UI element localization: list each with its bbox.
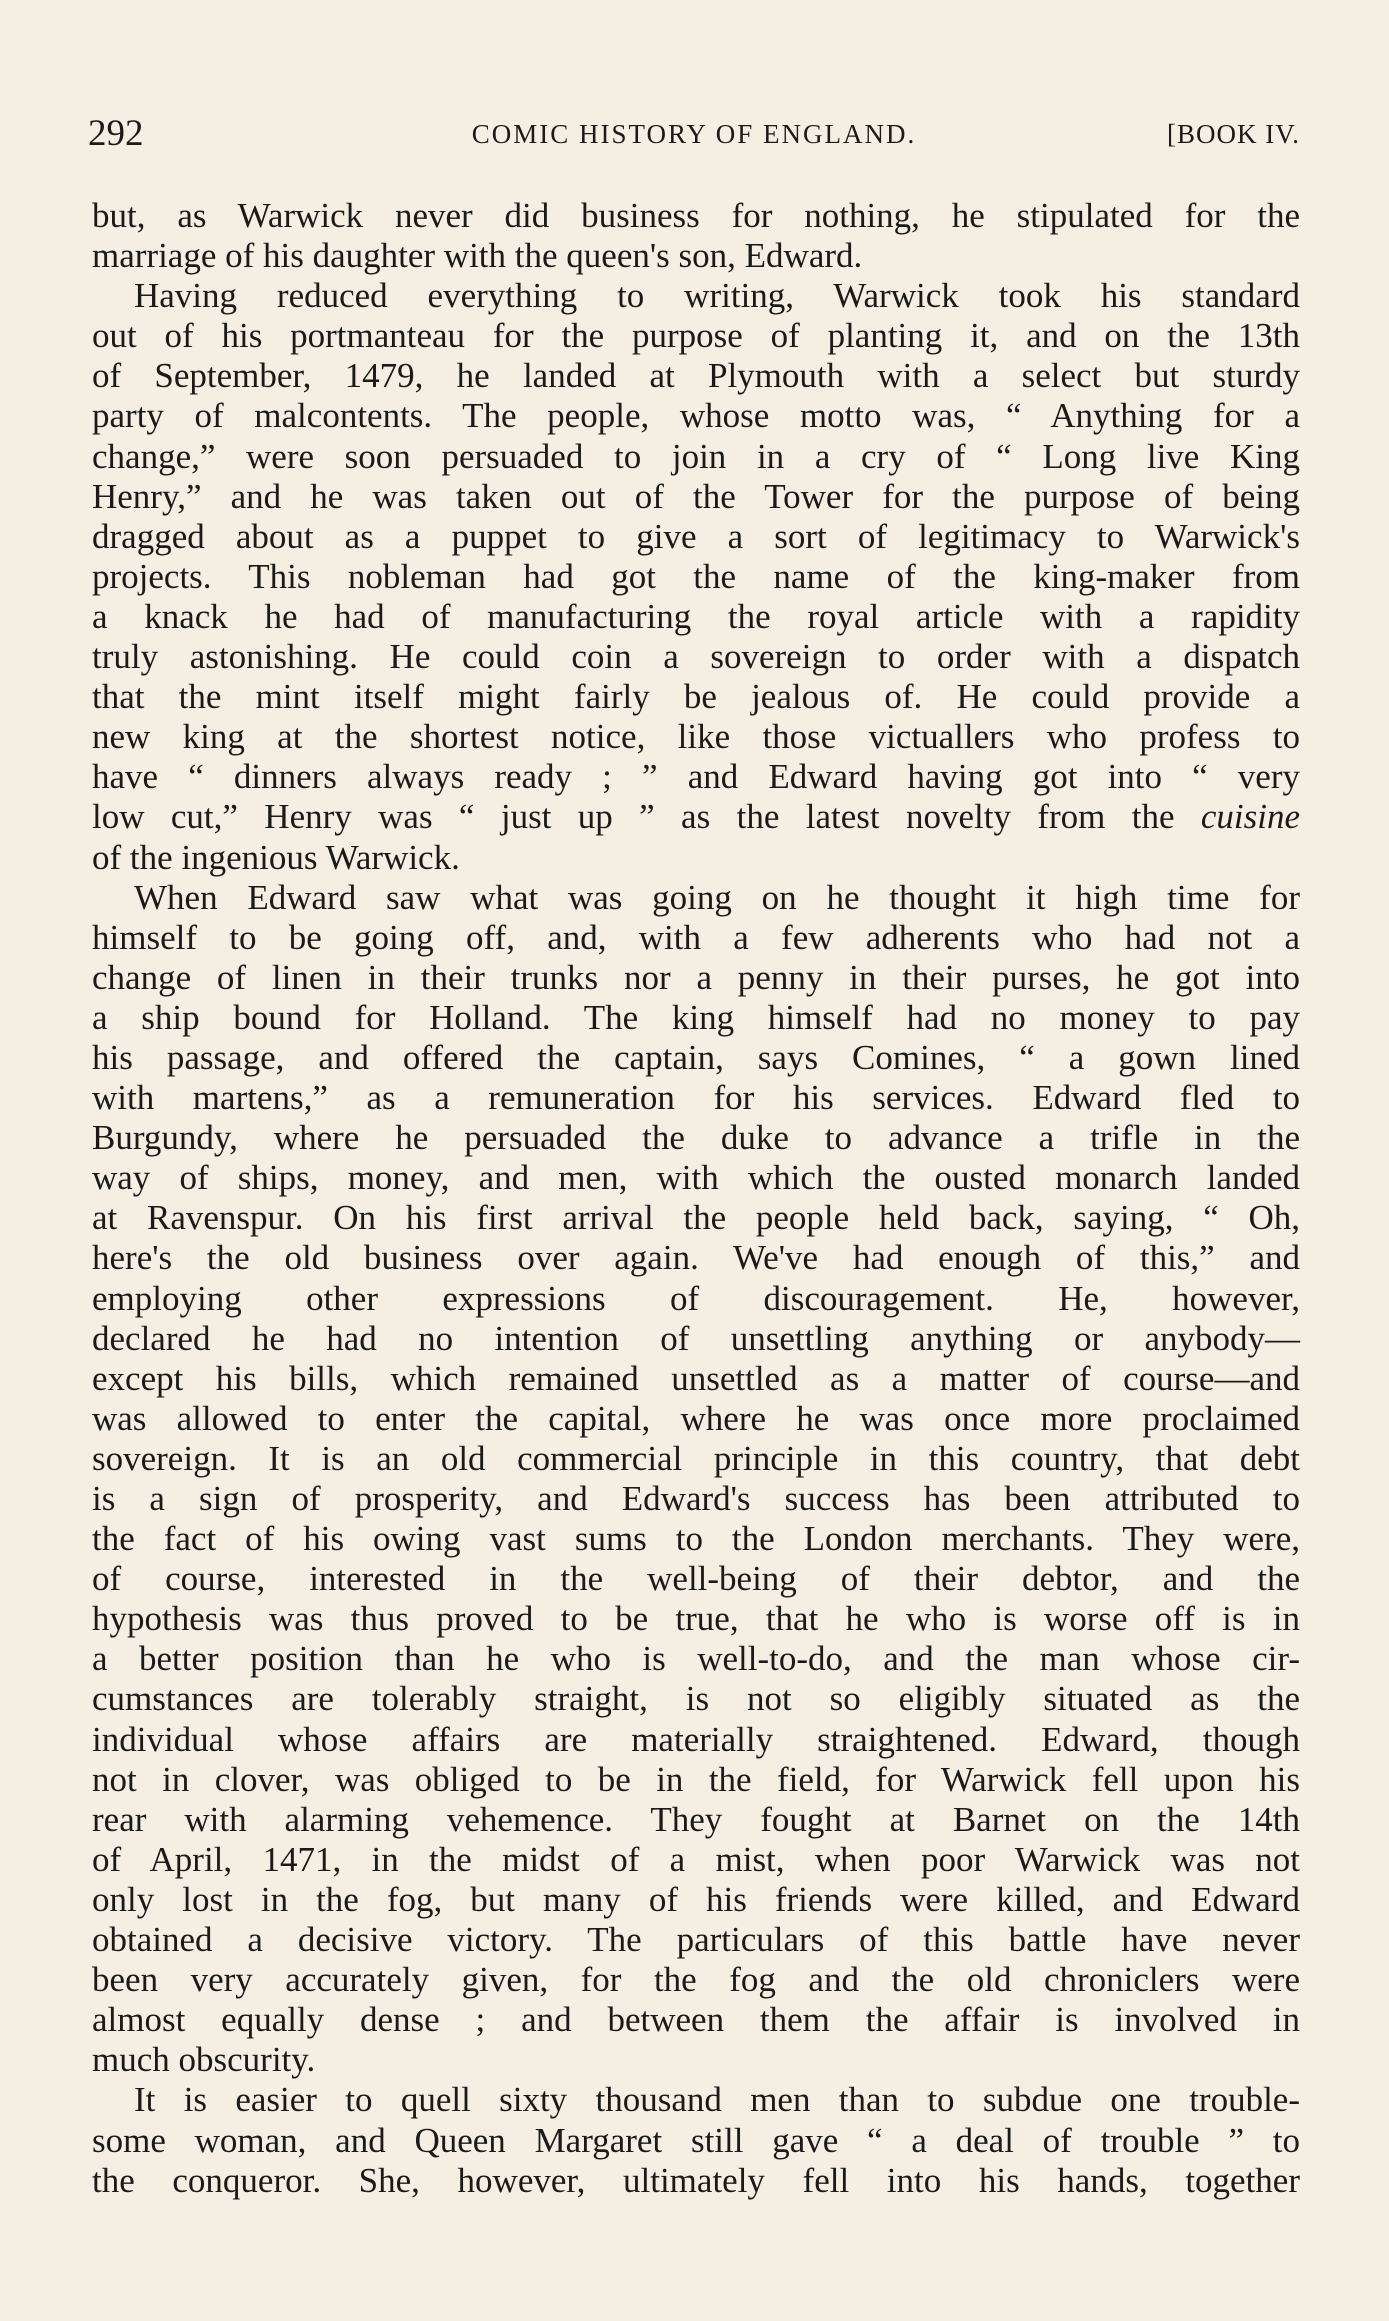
text-line: cumstances are tolerably straight, is not so eligibly situated as the (92, 1679, 1300, 1719)
text-line: of April, 1471, in the midst of a mist, when poor Warwick was not (92, 1839, 1300, 1879)
text-line: change of linen in their trunks nor a penny in their purses, he got into (92, 957, 1300, 997)
text-line: the conqueror. She, however, ultimately fell into his hands, together (92, 2160, 1300, 2200)
paragraph-start: Having reduced everything to writing, Warwick took his standard (134, 276, 1300, 316)
text-line: the fact of his owing vast sums to the London merchants. They were, (92, 1519, 1300, 1559)
text-line: way of ships, money, and men, with which the ousted monarch landed (92, 1158, 1300, 1198)
text-line: a better position than he who is well-to-do, and the man whose cir- (92, 1639, 1300, 1679)
running-title: COMIC HISTORY OF ENGLAND. (471, 119, 917, 149)
text-line: that the mint itself might fairly be jealous of. He could provide a (92, 677, 1300, 717)
text-line: himself to be going off, and, with a few adherents who had not a (92, 917, 1300, 957)
text-line: truly astonishing. He could coin a sovereign to order with a dispatch (92, 637, 1300, 677)
text-line: Henry,” and he was taken out of the Tower for the purpose of being (92, 476, 1300, 516)
text-line: of the ingenious Warwick. (92, 837, 460, 877)
text-line: at Ravenspur. On his first arrival the people held back, saying, “ Oh, (92, 1198, 1300, 1238)
text-line-with-italic (92, 797, 1300, 837)
text-line: out of his portmanteau for the purpose of planting it, and on the 13th (92, 316, 1300, 356)
text-line: but, as Warwick never did business for nothing, he stipulated for the (92, 196, 1300, 235)
text-line: dragged about as a puppet to give a sort of legitimacy to Warwick's (92, 516, 1300, 556)
text-line: here's the old business over again. We've had enough of this,” and (92, 1238, 1300, 1278)
text-line: much obscurity. (92, 2040, 316, 2080)
page-number: 292 (88, 113, 144, 154)
body-text (92, 196, 1300, 2201)
text-line: employing other expressions of discouragement. He, however, (92, 1278, 1300, 1318)
text-line: only lost in the fog, but many of his friends were killed, and Edward (92, 1879, 1300, 1919)
text-line: declared he had no intention of unsettling anything or anybody— (92, 1318, 1300, 1358)
paragraph-start: When Edward saw what was going on he thought it high time for (134, 877, 1300, 917)
text-line: his passage, and offered the captain, says Comines, “ a gown lined (92, 1037, 1300, 1077)
text-line: almost equally dense ; and between them the affair is involved in (92, 2000, 1300, 2040)
text-line: a ship bound for Holland. The king himself had no money to pay (92, 997, 1300, 1037)
text-line: projects. This nobleman had got the name of the king-maker from (92, 556, 1300, 596)
text-line: new king at the shortest notice, like those victuallers who profess to (92, 717, 1300, 757)
text-line: change,” were soon persuaded to join in a cry of “ Long live King (92, 436, 1300, 476)
text-line: was allowed to enter the capital, where he was once more proclaimed (92, 1398, 1300, 1438)
text-line: hypothesis was thus proved to be true, that he who is worse off is in (92, 1599, 1300, 1639)
text-line: party of malcontents. The people, whose motto was, “ Anything for a (92, 396, 1300, 436)
text-line: of course, interested in the well-being of their debtor, and the (92, 1559, 1300, 1599)
text-line: sovereign. It is an old commercial principle in this country, that debt (92, 1438, 1300, 1478)
text-line: a knack he had of manufacturing the royal article with a rapidity (92, 596, 1300, 636)
text-line: low cut,” Henry was “ just up ” as the latest novelty from the (92, 797, 1175, 837)
text-line: some woman, and Queen Margaret still gave “ a deal of trouble ” to (92, 2120, 1300, 2160)
text-line: individual whose affairs are materially straightened. Edward, though (92, 1719, 1300, 1759)
text-line: is a sign of prosperity, and Edward's success has been attributed to (92, 1479, 1300, 1518)
text-line: not in clover, was obliged to be in the field, for Warwick fell upon his (92, 1759, 1300, 1799)
text-line: with martens,” as a remuneration for his services. Edward fled to (92, 1078, 1300, 1118)
text-line: been very accurately given, for the fog and the old chroniclers were (92, 1960, 1300, 2000)
text-line: marriage of his daughter with the queen's son, Edward. (92, 236, 863, 276)
text-line: obtained a decisive victory. The particulars of this battle have never (92, 1920, 1300, 1960)
paragraph-start: It is easier to quell sixty thousand men than to subdue one trouble- (134, 2080, 1300, 2120)
running-head (88, 112, 1300, 156)
text-line: rear with alarming vehemence. They fought at Barnet on the 14th (92, 1799, 1300, 1839)
book-marker: [BOOK IV. (1166, 119, 1300, 149)
text-line: have “ dinners always ready ; ” and Edward having got into “ very (92, 757, 1300, 797)
text-line: Burgundy, where he persuaded the duke to advance a trifle in the (92, 1118, 1300, 1158)
italic-word: cuisine (1200, 797, 1300, 837)
text-line: except his bills, which remained unsettled as a matter of course—and (92, 1358, 1300, 1398)
text-line: of September, 1479, he landed at Plymouth with a select but sturdy (92, 356, 1300, 396)
